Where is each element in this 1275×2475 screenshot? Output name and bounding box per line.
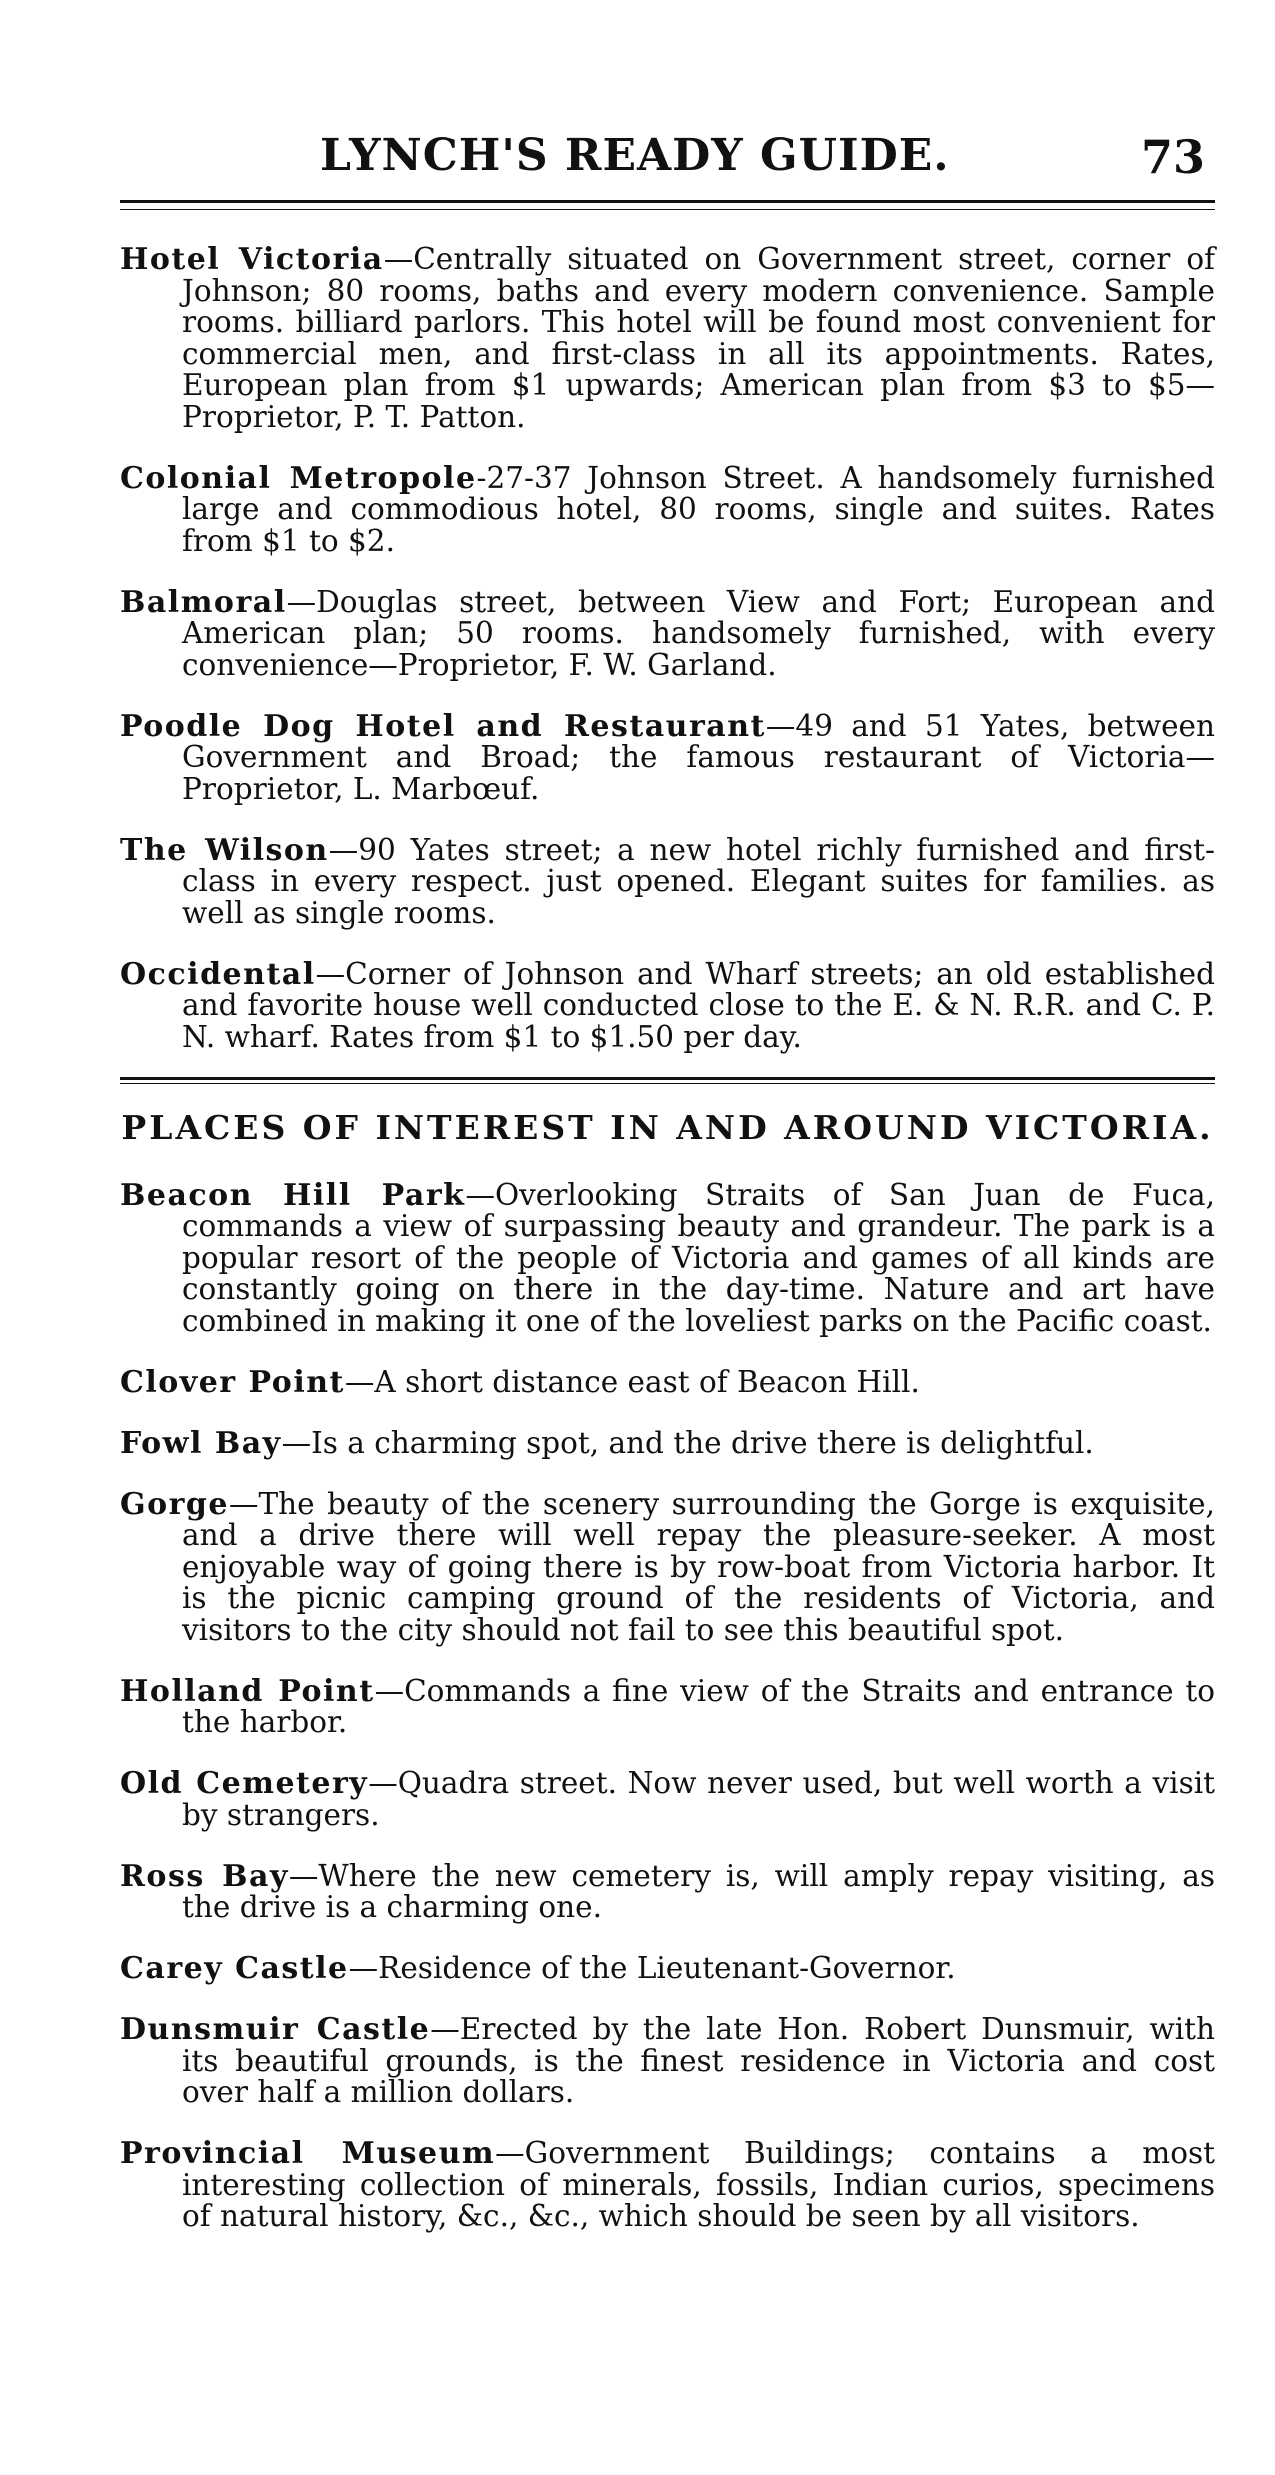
place-description: —Where the new cemetery is, will amply repay visiting, as the drive is a charming one. [182,1858,1215,1924]
hotel-description: —Corner of Johnson and Wharf streets; an old established and favorite house well conducted close to the E. & N. R.R. and C. P. N. wharf. Rates from $1 to $1.50 per day. [182,956,1215,1054]
place-entry [120,1425,1215,1461]
place-name: Carey Castle [120,1951,349,1986]
hotels-section [120,244,1215,1053]
hotel-entry [120,244,1215,433]
place-name: Beacon Hill Park [120,1177,466,1213]
place-entry [120,1486,1215,1647]
running-title: LYNCH'S READY GUIDE. [320,130,950,181]
book-page [120,130,1215,2245]
hotel-name: Hotel Victoria [120,242,384,277]
hotel-description: -27-37 Johnson Street. A handsomely furnished large and commodious hotel, 80 rooms, single and suites. Rates from $1 to $2. [182,460,1215,558]
place-description: —A short distance east of Beacon Hill. [344,1364,920,1399]
place-description: —Quadra street. Now never used, but well worth a visit by strangers. [182,1766,1215,1832]
hotel-entry [120,832,1215,930]
place-entry [120,2138,1215,2233]
hotel-description: —Douglas street, between View and Fort; European and American plan; 50 rooms. handsomely furnished, with every convenience—Proprietor, F. W. Garland. [182,584,1215,682]
hotel-name: Balmoral [120,584,287,620]
running-head [120,130,1215,200]
place-name: Gorge [120,1486,229,1522]
hotel-entry [120,460,1215,558]
place-name: Fowl Bay [120,1425,282,1461]
hotel-entry [120,584,1215,682]
place-description: —The beauty of the scenery surrounding the Gorge is exquisite, and a drive there will well repay the pleasure-seeker. A most enjoyable way of going there is by row-boat from Victoria harbor. It is the picnic camping ground of the residents of Victoria, and visitors to the city should not fail to see this beautiful spot. [182,1486,1215,1647]
place-entry [120,1673,1215,1739]
places-section [120,1177,1215,2233]
place-name: Ross Bay [120,1858,289,1894]
section-heading: PLACES OF INTEREST IN AND AROUND VICTORIA. [121,1108,1214,1147]
place-description: —Government Buildings; contains a most interesting collection of minerals, fossils, Indian curios, specimens of natural history, &c., &c., which should be seen by all visitors. [182,2136,1215,2233]
place-entry [120,2014,1215,2109]
place-entry [120,1768,1215,1831]
hotel-name: Poodle Dog Hotel and Restaurant [120,708,766,744]
hotel-description: —Centrally situated on Government street, corner of Johnson; 80 rooms, baths and every modern convenience. Sample rooms. billiard parlors. This hotel will be found most convenient for commercial men, and first-class in all its appointments. Rates, European plan from $1 upwards; American plan from $3 to $5—Proprietor, P. T. Patton. [182,242,1215,434]
hotel-description: —90 Yates street; a new hotel richly furnished and first-class in every respect. just opened. Elegant suites for families. as well as single rooms. [182,832,1215,930]
place-name: Holland Point [120,1673,375,1709]
place-name: Old Cemetery [120,1766,369,1801]
place-name: Dunsmuir Castle [120,2012,431,2047]
place-entry [120,1953,1215,1985]
header-rule [120,200,1215,210]
place-description: —Residence of the Lieutenant-Governor. [348,1951,956,1985]
hotel-entry [120,708,1215,806]
section-divider [120,1077,1215,1084]
place-description: —Is a charming spot, and the drive there is delightful. [281,1425,1094,1460]
hotel-entry [120,956,1215,1054]
place-description: —Erected by the late Hon. Robert Dunsmuir, with its beautiful grounds, is the finest residence in Victoria and cost over half a million dollars. [182,2012,1215,2109]
place-name: Provincial Museum [120,2136,496,2171]
place-entry [120,1177,1215,1338]
page-number: 73 [1140,130,1205,184]
hotel-name: Occidental [120,956,316,992]
place-description: —Commands a fine view of the Straits and entrance to the harbor. [182,1673,1215,1739]
place-description: —Overlooking Straits of San Juan de Fuca, commands a view of surpassing beauty and grandeur. The park is a popular resort of the people of Victoria and games of all kinds are constantly going on there in the day-time. Nature and art have combined in making it one of the loveliest parks on the Pacific coast. [182,1177,1215,1338]
hotel-name: The Wilson [120,832,329,868]
place-name: Clover Point [120,1364,345,1400]
hotel-name: Colonial Metropole [120,460,477,496]
place-entry [120,1364,1215,1400]
hotel-description: —49 and 51 Yates, between Government and Broad; the famous restaurant of Victoria—Proprietor, L. Marbœuf. [182,708,1215,806]
place-entry [120,1858,1215,1924]
